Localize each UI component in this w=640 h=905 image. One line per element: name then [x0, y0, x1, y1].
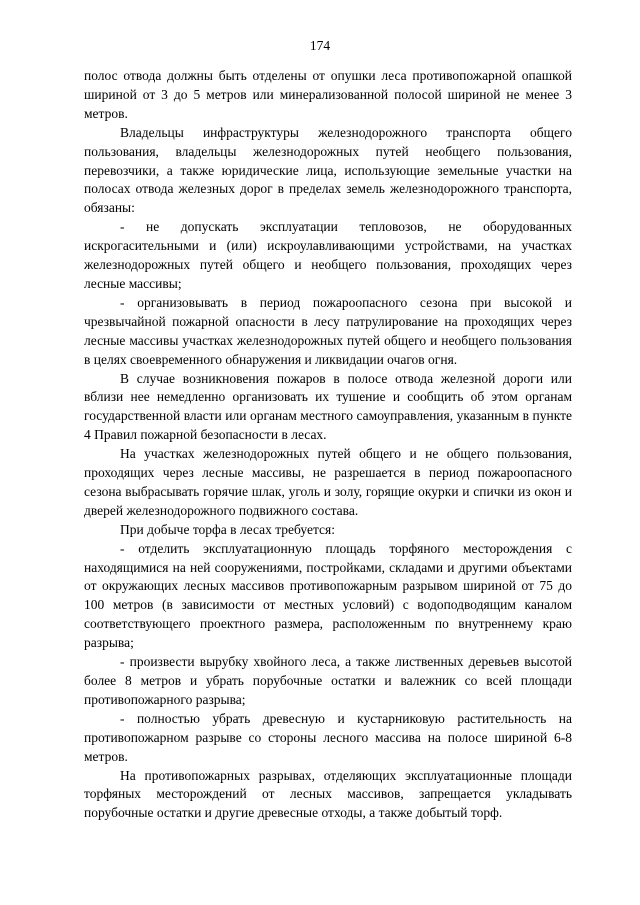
paragraph: Владельцы инфраструктуры железнодорожного транспорта общего пользования, владельцы железнодорожных путей необщего пользования, перевозчики, а также юридические лица, использующие земельные участки на полосах отвода железных дорог в пределах земель железнодорожного транспорта, обязаны: — [84, 124, 572, 216]
list-item: - произвести вырубку хвойного леса, а также лиственных деревьев высотой более 8 метров и убрать порубочные остатки и валежник со всей площади противопожарного разрыва; — [84, 654, 572, 707]
list-item: - отделить эксплуатационную площадь торфяного месторождения с находящимися на ней сооружениями, постройками, складами и другими объектами от окружающих лесных массивов противопожарным разрывом шириной от 75 до 100 метров (в зависимости от местных условий) с водоподводящим каналом соответствующего проектного размера, расположенным по внутреннему краю разрыва; — [84, 540, 572, 651]
paragraph: При добыче торфа в лесах требуется: — [120, 521, 335, 537]
page-number: 174 — [309, 38, 331, 53]
paragraph: На противопожарных разрывах, отделяющих эксплуатационные площади торфяных месторождений от лесных массивов, запрещается укладывать порубочные остатки и другие древесные отходы, а также добытый торф. — [84, 767, 572, 821]
paragraph: полос отвода должны быть отделены от опушки леса противопожарной опашкой шириной от 3 до 5 метров или минерализованной полосой шириной не менее 3 метров. — [84, 68, 572, 121]
list-item: - полностью убрать древесную и кустарниковую растительность на противопожарном разрыве со стороны лесного массива на полосе шириной 6-8 метров. — [84, 710, 572, 764]
paragraph: В случае возникновения пожаров в полосе отвода железной дороги или вблизи нее немедленно организовать их тушение и сообщить об этом органам государственной власти или органам местного самоуправления, указанным в пункте 4 Правил пожарной безопасности в лесах. — [84, 370, 572, 443]
paragraph: На участках железнодорожных путей общего и не общего пользования, проходящих через лесные массивы, не разрешается в период пожароопасного сезона выбрасывать горячие шлак, уголь и золу, горящие окурки и спички из окон и дверей железнодорожного подвижного состава. — [84, 446, 572, 518]
list-item: - организовывать в период пожароопасного сезона при высокой и чрезвычайной пожарной опасности в лесу патрулирование на проходящих через лесные массивы участках железнодорожных путей общего и необщего пользования в целях своевременного обнаружения и ликвидации очагов огня. — [84, 294, 572, 367]
body-text — [84, 67, 572, 823]
list-item: - не допускать эксплуатации тепловозов, не оборудованных искрогасительными и (или) искроулавливающими устройствами, на участках железнодорожных путей общего и необщего пользования, проходящих через лесные массивы; — [84, 219, 572, 291]
